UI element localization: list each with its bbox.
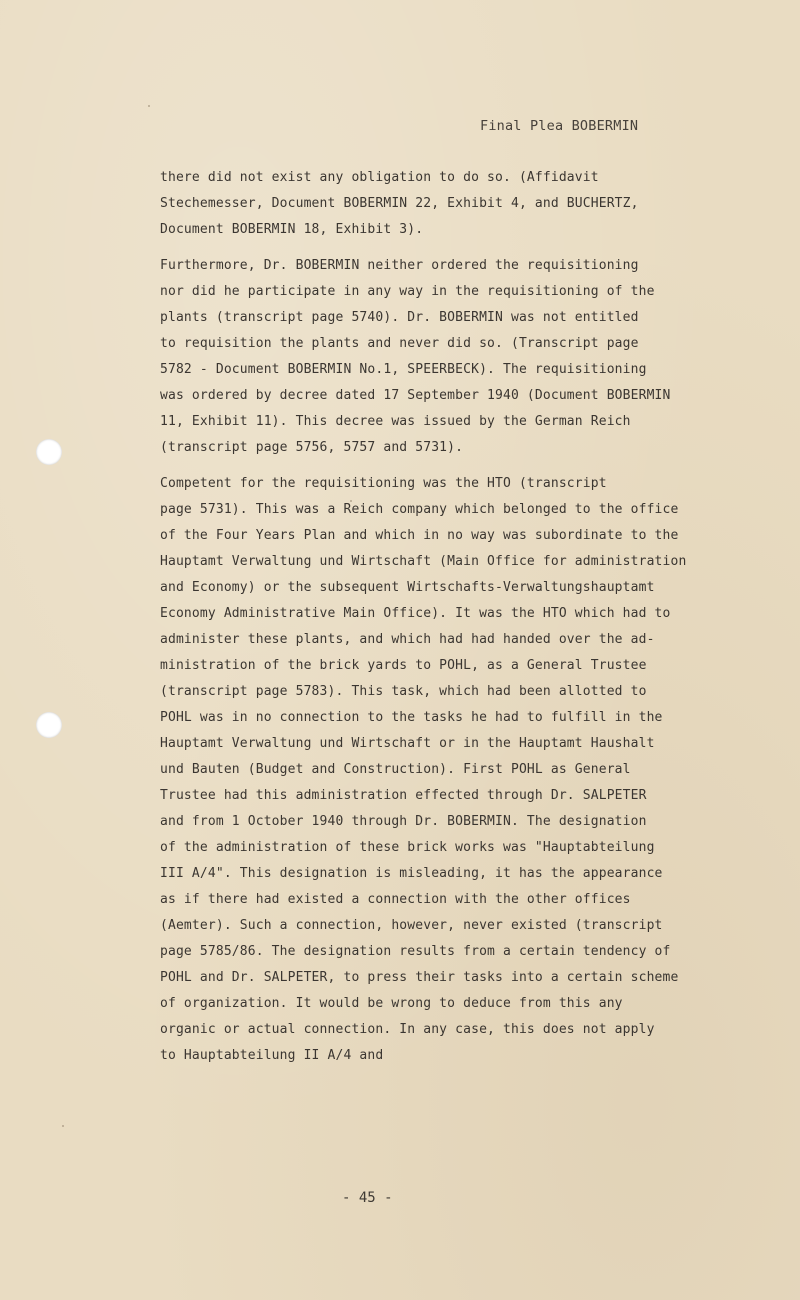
text-line: there did not exist any obligation to do so. (Affidavit — [160, 170, 599, 185]
text-line: and Economy) or the subsequent Wirtschafts-Verwaltungshauptamt — [160, 580, 655, 595]
text-line: Economy Administrative Main Office). It was the HTO which had to — [160, 606, 671, 621]
text-line: Hauptamt Verwaltung und Wirtschaft (Main Office for administration — [160, 554, 687, 569]
text-line: 11, Exhibit 11). This decree was issued by the German Reich — [160, 414, 631, 429]
page-header-title: Final Plea BOBERMIN — [480, 118, 639, 134]
punch-hole-top — [36, 439, 62, 465]
punch-hole-bottom — [36, 712, 62, 738]
text-line: (transcript page 5783). This task, which had been allotted to — [160, 684, 647, 699]
text-line: to requisition the plants and never did so. (Transcript page — [160, 336, 639, 351]
text-line: page 5731). This was a Reich company which belonged to the office — [160, 502, 679, 517]
text-line: plants (transcript page 5740). Dr. BOBERMIN was not entitled — [160, 310, 639, 325]
paragraph — [160, 253, 720, 461]
text-line: nor did he participate in any way in the requisitioning of the — [160, 284, 655, 299]
text-line: Document BOBERMIN 18, Exhibit 3). — [160, 222, 424, 237]
document-body — [160, 165, 720, 1069]
text-line: und Bauten (Budget and Construction). First POHL as General — [160, 762, 631, 777]
text-line: Furthermore, Dr. BOBERMIN neither ordered the requisitioning — [160, 258, 639, 273]
text-line: Stechemesser, Document BOBERMIN 22, Exhibit 4, and BUCHERTZ, — [160, 196, 639, 211]
text-line: Competent for the requisitioning was the HTO (transcript — [160, 476, 607, 491]
paper-speck — [350, 500, 352, 502]
text-line: was ordered by decree dated 17 September 1940 (Document BOBERMIN — [160, 388, 671, 403]
text-line: ministration of the brick yards to POHL, as a General Trustee — [160, 658, 647, 673]
paper-speck — [62, 1125, 64, 1127]
text-line: administer these plants, and which had had handed over the ad- — [160, 632, 655, 647]
text-line: of organization. It would be wrong to deduce from this any — [160, 996, 623, 1011]
text-line: of the administration of these brick works was "Hauptabteilung — [160, 840, 655, 855]
text-line: POHL and Dr. SALPETER, to press their tasks into a certain scheme — [160, 970, 679, 985]
text-line: page 5785/86. The designation results from a certain tendency of — [160, 944, 671, 959]
page-number: - 45 - — [342, 1190, 393, 1206]
text-line: III A/4". This designation is misleading, it has the appearance — [160, 866, 663, 881]
text-line: Trustee had this administration effected through Dr. SALPETER — [160, 788, 647, 803]
paragraph — [160, 165, 720, 243]
paper-speck — [148, 105, 150, 107]
text-line: organic or actual connection. In any case, this does not apply — [160, 1022, 655, 1037]
text-line: Hauptamt Verwaltung und Wirtschaft or in the Hauptamt Haushalt — [160, 736, 655, 751]
text-line: to Hauptabteilung II A/4 and — [160, 1048, 384, 1063]
text-line: (transcript page 5756, 5757 and 5731). — [160, 440, 464, 455]
text-line: (Aemter). Such a connection, however, never existed (transcript — [160, 918, 663, 933]
text-line: of the Four Years Plan and which in no way was subordinate to the — [160, 528, 679, 543]
text-line: as if there had existed a connection with the other offices — [160, 892, 631, 907]
text-line: POHL was in no connection to the tasks he had to fulfill in the — [160, 710, 663, 725]
text-line: 5782 - Document BOBERMIN No.1, SPEERBECK). The requisitioning — [160, 362, 647, 377]
text-line: and from 1 October 1940 through Dr. BOBERMIN. The designation — [160, 814, 647, 829]
paragraph — [160, 471, 720, 1069]
